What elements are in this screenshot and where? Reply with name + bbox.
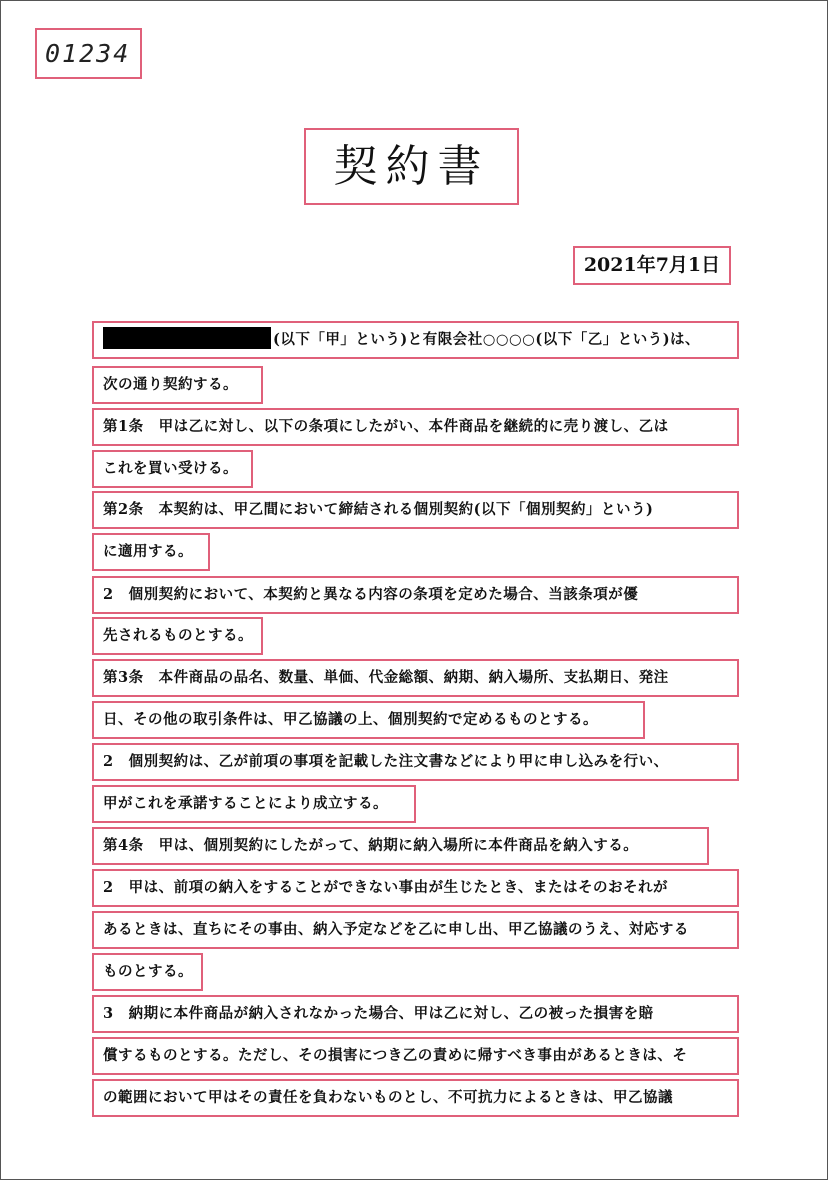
text-line-8: 先されるものとする。 — [92, 617, 263, 655]
text-line-17: 3 納期に本件商品が納入されなかった場合、甲は乙に対し、乙の被った損害を賠 — [92, 995, 739, 1033]
text-line-5: 第2条 本契約は、甲乙間において締結される個別契約(以下「個別契約」という) — [92, 491, 739, 529]
text-line-4: これを買い受ける。 — [92, 450, 253, 488]
text-line-3: 第1条 甲は乙に対し、以下の条項にしたがい、本件商品を継続的に売り渡し、乙は — [92, 408, 739, 446]
text-line-14: 2 甲は、前項の納入をすることができない事由が生じたとき、またはそのおそれが — [92, 869, 739, 907]
document-number: 01234 — [35, 28, 142, 79]
text-line-1 — [92, 321, 739, 359]
text-line-18: 償するものとする。ただし、その損害につき乙の責めに帰すべき事由があるときは、そ — [92, 1037, 739, 1075]
text-line-11: 2 個別契約は、乙が前項の事項を記載した注文書などにより甲に申し込みを行い、 — [92, 743, 739, 781]
text-line-7: 2 個別契約において、本契約と異なる内容の条項を定めた場合、当該条項が優 — [92, 576, 739, 614]
document-date: 2021年7月1日 — [573, 246, 731, 285]
text-line-16: ものとする。 — [92, 953, 203, 991]
text-line-12: 甲がこれを承諾することにより成立する。 — [92, 785, 416, 823]
text-line-13: 第4条 甲は、個別契約にしたがって、納期に納入場所に本件商品を納入する。 — [92, 827, 709, 865]
redaction-block — [103, 327, 271, 349]
text-line-6: に適用する。 — [92, 533, 210, 571]
text-line-2: 次の通り契約する。 — [92, 366, 263, 404]
text-line-1-content: (以下「甲」という)と有限会社○○○○(以下「乙」という)は、 — [273, 331, 701, 348]
document-title: 契約書 — [304, 128, 519, 205]
text-line-9: 第3条 本件商品の品名、数量、単価、代金総額、納期、納入場所、支払期日、発注 — [92, 659, 739, 697]
text-line-10: 日、その他の取引条件は、甲乙協議の上、個別契約で定めるものとする。 — [92, 701, 645, 739]
text-line-19: の範囲において甲はその責任を負わないものとし、不可抗力によるときは、甲乙協議 — [92, 1079, 739, 1117]
text-line-15: あるときは、直ちにその事由、納入予定などを乙に申し出、甲乙協議のうえ、対応する — [92, 911, 739, 949]
